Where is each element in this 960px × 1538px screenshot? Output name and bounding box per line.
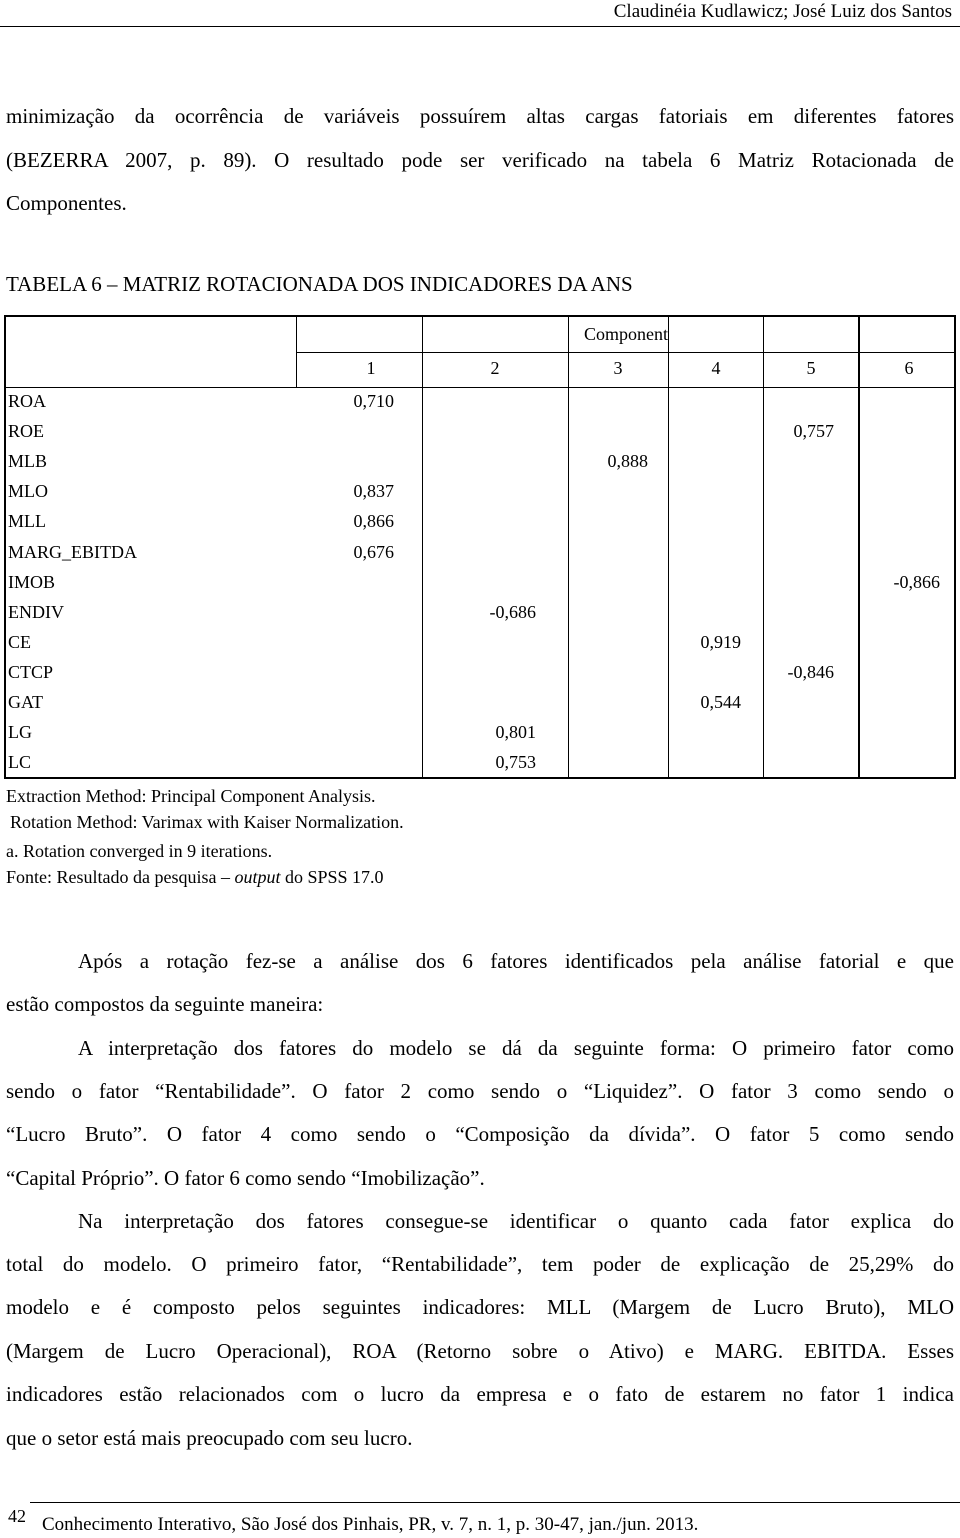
body-line: “Capital Próprio”. O fator 6 como sendo “Imobilização”.	[6, 1166, 485, 1190]
body-line: Na interpretação dos fatores consegue-se identificar o quanto cada fator explica do	[78, 1209, 954, 1233]
row-label: LG	[8, 722, 32, 743]
note-extraction: Extraction Method: Principal Component Analysis.	[6, 786, 376, 806]
body-line: indicadores estão relacionados com o lucro da empresa e o fato de estarem no fator 1 indica	[6, 1382, 954, 1406]
row-label: ROA	[8, 391, 47, 411]
column-divider	[858, 317, 860, 777]
rotated-component-matrix	[4, 315, 956, 779]
loading-value: 0,919	[700, 631, 741, 652]
body-line: Após a rotação fez-se a análise dos 6 fatores identificados pela análise fatorial e que	[78, 949, 954, 973]
body-line: sendo o fator “Rentabilidade”. O fator 2 como sendo o “Liquidez”. O fator 3 como sendo o	[6, 1079, 954, 1103]
row-label: MLO	[8, 481, 48, 502]
loading-value: 0,757	[793, 421, 834, 442]
footer-rule	[30, 1502, 960, 1503]
intro-line: (BEZERRA 2007, p. 89). O resultado pode ser verificado na tabela 6 Matriz Rotacionada de	[6, 148, 954, 172]
row-label: MARG_EBITDA	[8, 541, 137, 562]
body-line: estão compostos da seguinte maneira:	[6, 992, 324, 1016]
component-column-header: 1	[366, 358, 376, 378]
row-label: LC	[8, 752, 32, 773]
component-column-header: 4	[711, 358, 721, 378]
running-head-authors: Claudinéia Kudlawicz; José Luiz dos Santos	[613, 1, 952, 22]
loading-value: 0,753	[495, 752, 536, 773]
loading-value: 0,544	[700, 692, 741, 712]
loading-value: 0,676	[353, 541, 394, 562]
loading-value: 0,710	[353, 391, 394, 411]
row-label: CE	[8, 631, 32, 652]
column-divider	[568, 317, 569, 777]
note-converged: a. Rotation converged in 9 iterations.	[6, 841, 273, 861]
body-line: total do modelo. O primeiro fator, “Rentabilidade”, tem poder de explicação de 25,29% do	[6, 1252, 954, 1276]
table-title: TABELA 6 – MATRIZ ROTACIONADA DOS INDICADORES DA ANS	[6, 272, 633, 296]
source-suffix: do SPSS 17.0	[280, 867, 384, 887]
loading-value: 0,801	[495, 722, 536, 743]
component-header: Component	[584, 324, 668, 344]
row-label: MLB	[8, 451, 48, 472]
header-rule	[6, 387, 954, 388]
row-label: CTCP	[8, 661, 54, 682]
intro-line: Componentes.	[6, 191, 127, 215]
source-prefix: Fonte: Resultado da pesquisa –	[6, 867, 235, 887]
note-rotation: Rotation Method: Varimax with Kaiser Normalization.	[10, 812, 404, 832]
loading-value: 0,866	[353, 511, 394, 532]
component-column-header: 3	[613, 358, 623, 378]
intro-line: minimização da ocorrência de variáveis possuírem altas cargas fatoriais em diferentes fatores	[6, 104, 954, 128]
loading-value: 0,837	[353, 481, 394, 502]
row-label: MLL	[8, 511, 46, 532]
loading-value: -0,866	[893, 571, 940, 592]
page-number: 42	[8, 1506, 26, 1526]
loading-value: -0,686	[489, 601, 536, 622]
journal-citation: Conhecimento Interativo, São José dos Pinhais, PR, v. 7, n. 1, p. 30-47, jan./jun. 2013.	[42, 1514, 699, 1535]
body-line: que o setor está mais preocupado com seu lucro.	[6, 1426, 413, 1450]
column-divider	[763, 317, 764, 777]
header-rule	[296, 352, 954, 353]
loading-value: -0,846	[787, 661, 834, 682]
component-column-header: 5	[806, 358, 816, 378]
running-head	[0, 0, 960, 27]
row-label: IMOB	[8, 571, 56, 592]
column-divider	[422, 317, 423, 777]
row-label: ENDIV	[8, 601, 64, 622]
table-source	[6, 867, 384, 887]
body-line: A interpretação dos fatores do modelo se dá da seguinte forma: O primeiro fator como	[78, 1036, 954, 1060]
component-column-header: 6	[904, 358, 914, 378]
component-column-header: 2	[490, 358, 500, 378]
loading-value: 0,888	[607, 451, 648, 472]
body-line: modelo e é composto pelos seguintes indicadores: MLL (Margem de Lucro Bruto), MLO	[6, 1295, 954, 1319]
source-italic: output	[234, 867, 281, 887]
body-line: “Lucro Bruto”. O fator 4 como sendo o “Composição da dívida”. O fator 5 como sendo	[6, 1122, 954, 1146]
body-line: (Margem de Lucro Operacional), ROA (Retorno sobre o Ativo) e MARG. EBITDA. Esses	[6, 1339, 954, 1363]
row-label: ROE	[8, 421, 44, 442]
row-label: GAT	[8, 692, 43, 712]
